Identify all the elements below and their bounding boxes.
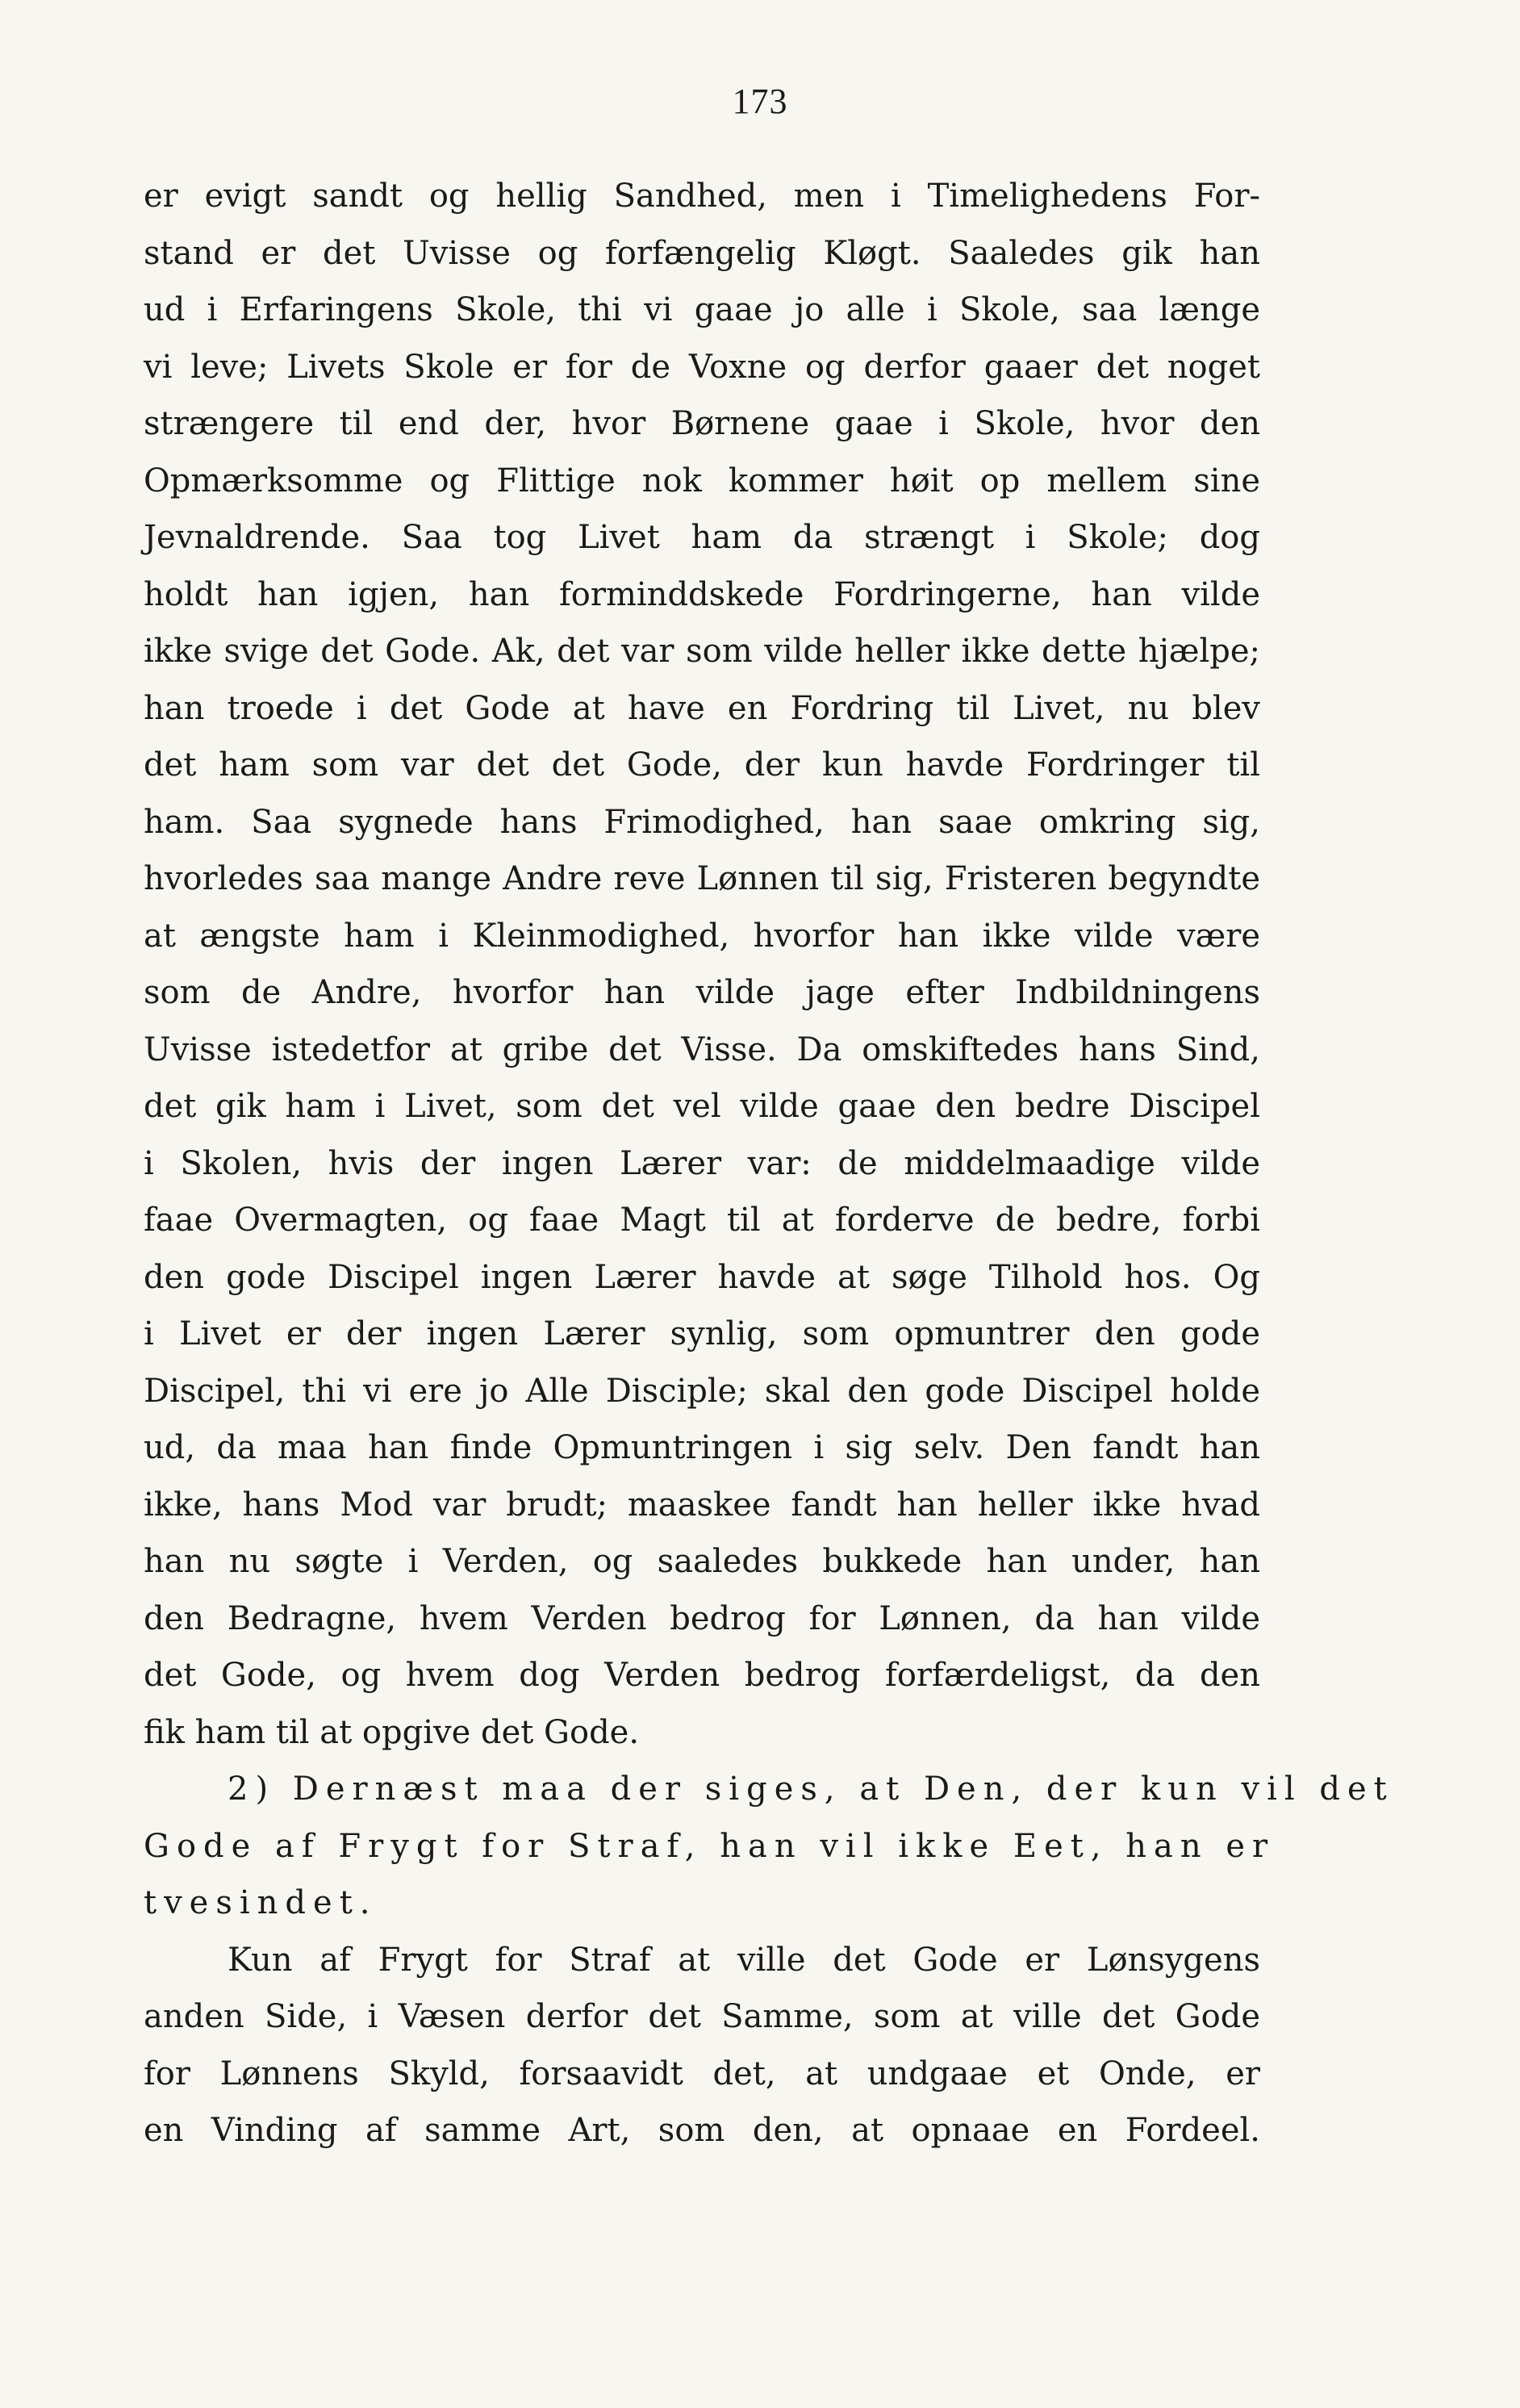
text-line: i Skolen, hvis der ingen Lærer var: de middelmaadige vilde	[144, 1144, 1260, 1182]
text-line: det Gode, og hvem dog Verden bedrog forfærdeligst, da den	[144, 1657, 1260, 1694]
text-line: ikke, hans Mod var brudt; maaskee fandt han heller ikke hvad	[144, 1486, 1260, 1524]
text-line: vi leve; Livets Skole er for de Voxne og derfor gaaer det noget	[144, 348, 1260, 386]
text-line: ikke svige det Gode. Ak, det var som vilde heller ikke dette hjælpe;	[144, 633, 1260, 670]
text-line: faae Overmagten, og faae Magt til at forderve de bedre, forbi	[144, 1202, 1260, 1239]
text-line: han troede i det Gode at have en Fordring til Livet, nu blev	[144, 689, 1260, 727]
text-line: Opmærksomme og Flittige nok kommer høit op mellem sine	[144, 462, 1260, 500]
text-line: tvesindet.	[144, 1884, 378, 1921]
page-number: 173	[732, 82, 788, 121]
body-text	[144, 168, 1394, 2159]
text-line: Kun af Frygt for Straf at ville det Gode er Lønsygens	[228, 1941, 1260, 1979]
text-line: Jevnaldrende. Saa tog Livet ham da strængt i Skole; dog	[144, 519, 1260, 556]
text-line: for Lønnens Skyld, forsaavidt det, at undgaae et Onde, er	[144, 2055, 1260, 2092]
text-line: i Livet er der ingen Lærer synlig, som opmuntrer den gode	[144, 1315, 1260, 1352]
text-line: at ængste ham i Kleinmodighed, hvorfor han ikke vilde være	[144, 917, 1260, 955]
text-line: det gik ham i Livet, som det vel vilde gaae den bedre Discipel	[144, 1088, 1260, 1125]
text-line: fik ham til at opgive det Gode.	[144, 1713, 640, 1751]
text-line: Uvisse istedetfor at gribe det Visse. Da omskiftedes hans Sind,	[144, 1031, 1260, 1068]
text-line: som de Andre, hvorfor han vilde jage efter Indbildningens	[144, 974, 1260, 1011]
text-line: holdt han igjen, han forminddskede Fordringerne, han vilde	[144, 575, 1260, 613]
text-line: den gode Discipel ingen Lærer havde at søge Tilhold hos. Og	[144, 1258, 1260, 1296]
text-line: han nu søgte i Verden, og saaledes bukkede han under, han	[144, 1543, 1260, 1580]
text-line: det ham som var det det Gode, der kun havde Fordringer til	[144, 746, 1260, 784]
text-line: den Bedragne, hvem Verden bedrog for Lønnen, da han vilde	[144, 1599, 1260, 1637]
text-line: strængere til end der, hvor Børnene gaae i Skole, hvor den	[144, 405, 1260, 442]
text-line: Discipel, thi vi ere jo Alle Disciple; skal den gode Discipel holde	[144, 1372, 1260, 1410]
text-line: er evigt sandt og hellig Sandhed, men i Timelighedens For-	[144, 178, 1260, 215]
text-line: ud i Erfaringens Skole, thi vi gaae jo alle i Skole, saa længe	[144, 291, 1260, 328]
text-line: stand er det Uvisse og forfængelig Kløgt. Saaledes gik han	[144, 234, 1260, 272]
text-line: hvorledes saa mange Andre reve Lønnen til sig, Fristeren begyndte	[144, 860, 1260, 897]
text-line: en Vinding af samme Art, som den, at opnaae en Fordeel.	[144, 2112, 1260, 2149]
text-line: 2) Dernæst maa der siges, at Den, der kun vil det	[228, 1770, 1394, 1808]
text-line: ham. Saa sygnede hans Frimodighed, han saae omkring sig,	[144, 803, 1260, 841]
text-line: Gode af Frygt for Straf, han vil ikke Eet, han er	[144, 1827, 1276, 1865]
text-line: ud, da maa han finde Opmuntringen i sig selv. Den fandt han	[144, 1429, 1260, 1466]
text-line: anden Side, i Væsen derfor det Samme, som at ville det Gode	[144, 1998, 1260, 2035]
